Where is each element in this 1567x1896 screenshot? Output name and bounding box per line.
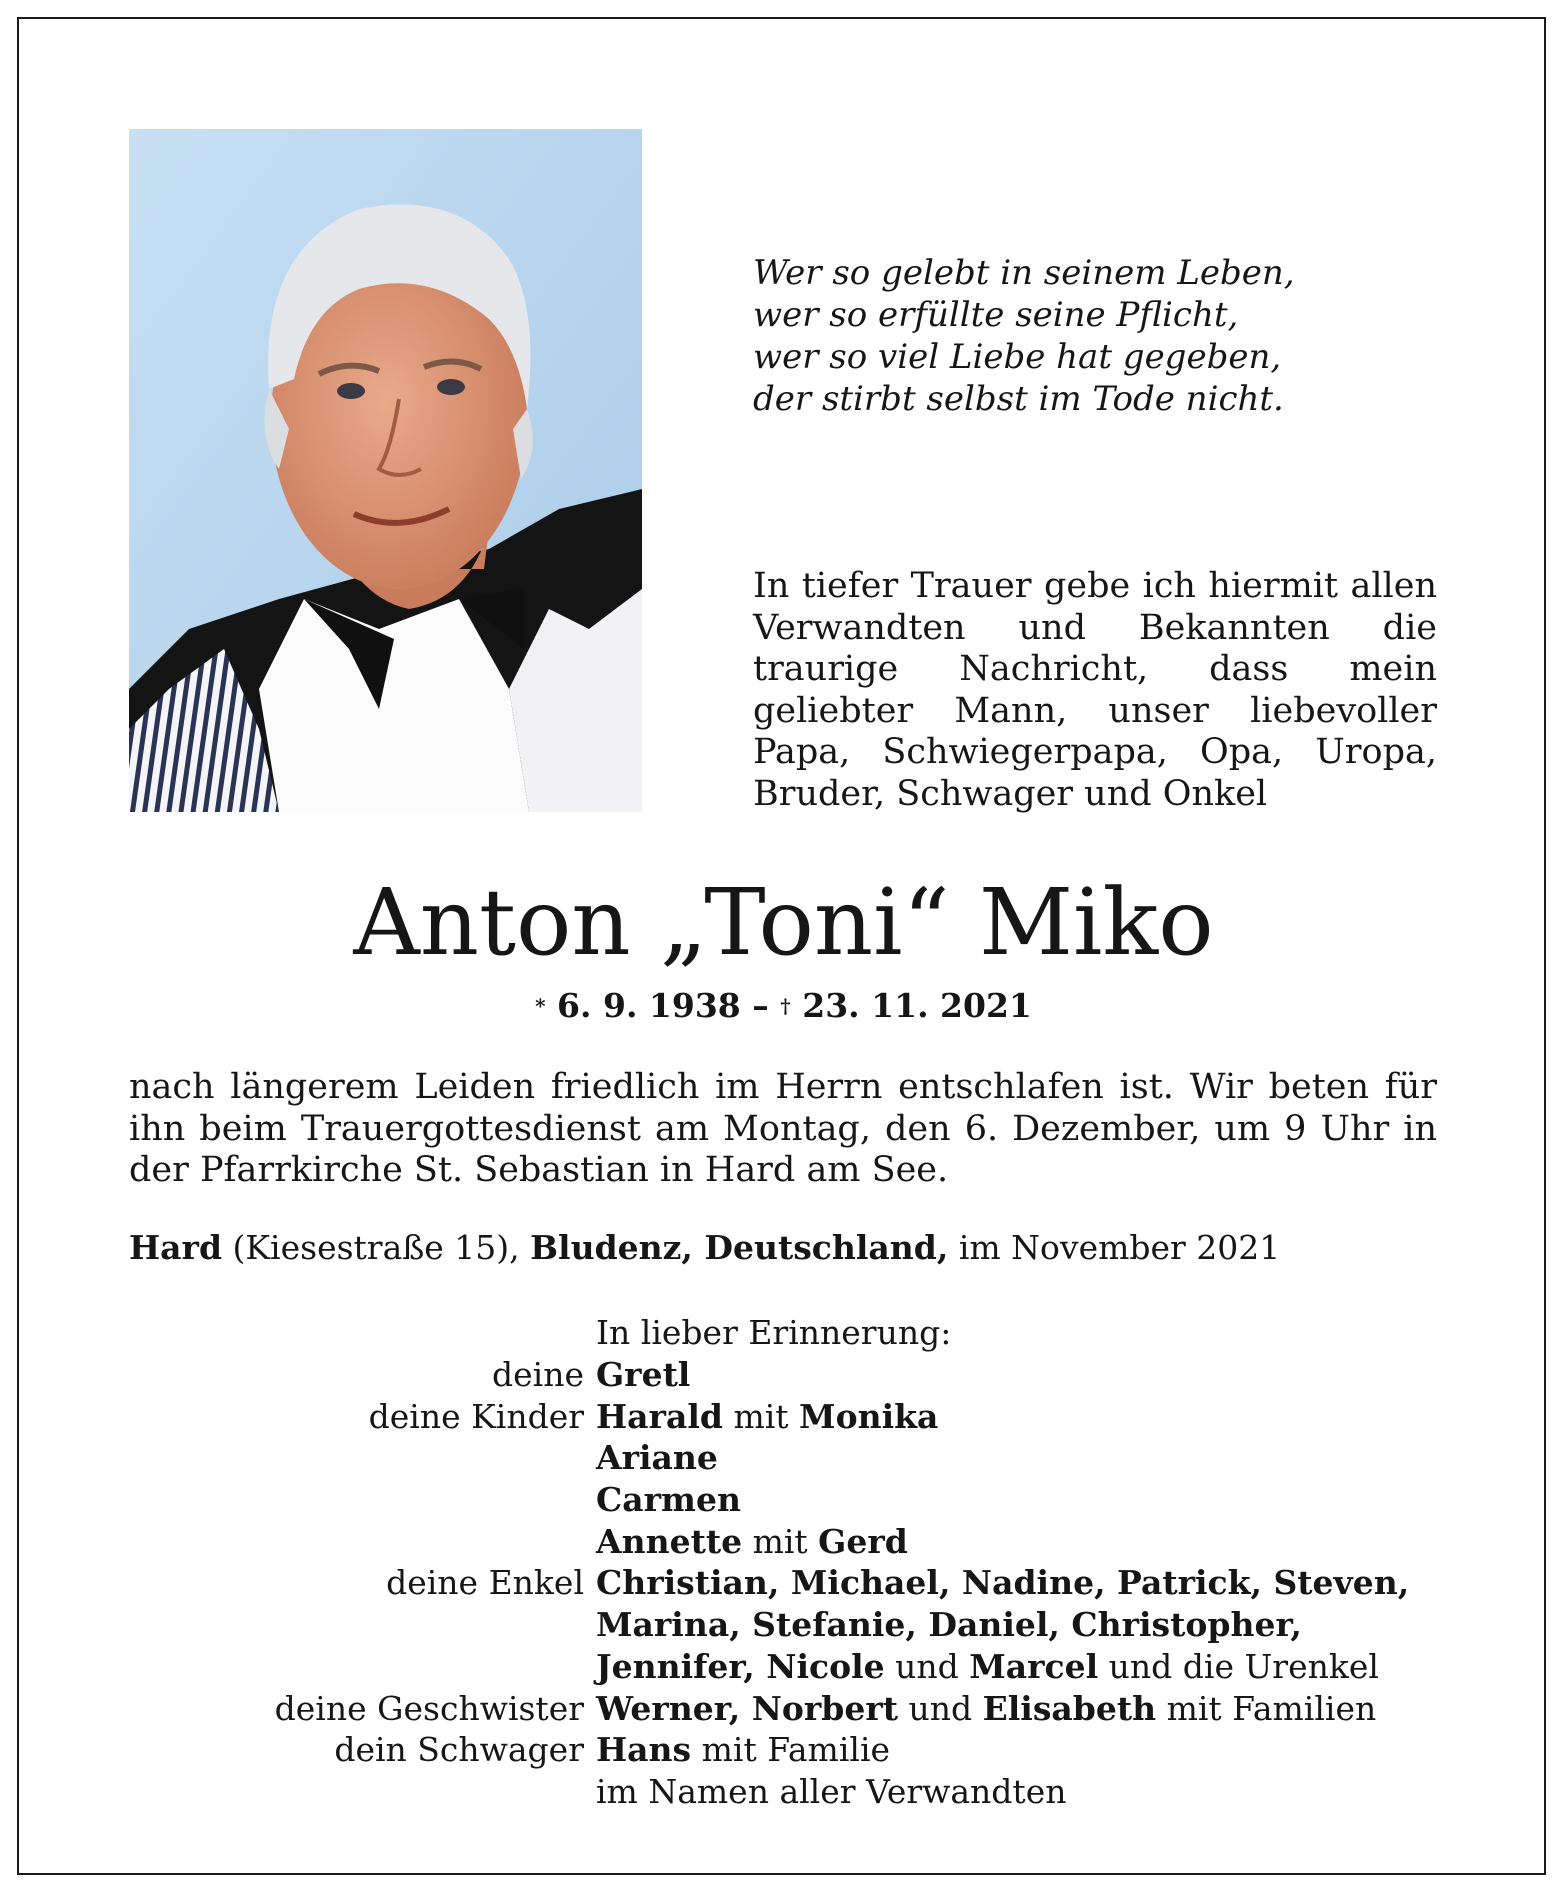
mourner-name: Gerd — [818, 1521, 908, 1561]
mourner-name: Werner, Norbert — [596, 1688, 898, 1728]
date-separator: – — [752, 986, 769, 1025]
mourner-name: Ariane — [596, 1438, 718, 1478]
mourner-row — [0, 1646, 1567, 1688]
mourner-names — [596, 1688, 1376, 1730]
mourner-names — [596, 1729, 890, 1771]
mourner-relation: deine — [492, 1355, 584, 1394]
verse-line: wer so viel Liebe hat gegeben, — [753, 337, 1282, 377]
mourner-names — [596, 1771, 1066, 1813]
mourner-name: Marina, Stefanie, Daniel, Christopher, — [596, 1605, 1302, 1645]
mourner-names — [596, 1521, 908, 1563]
mourner-name: Gretl — [596, 1355, 691, 1394]
mourner-row — [0, 1729, 1567, 1771]
mourner-name: Marcel — [969, 1646, 1099, 1686]
mourner-names — [596, 1604, 1302, 1646]
mourner-connector: und — [897, 1688, 983, 1728]
mourner-relation: deine Enkel — [386, 1563, 584, 1603]
mourner-names — [596, 1479, 741, 1521]
verse-line: Wer so gelebt in seinem Leben, — [753, 253, 1295, 293]
mourner-names — [596, 1646, 1379, 1688]
mourner-row — [0, 1562, 1567, 1604]
mourners-list — [0, 1354, 1567, 1813]
verse-line: wer so erfüllte seine Pflicht, — [753, 295, 1239, 335]
mourner-connector: und — [884, 1646, 970, 1686]
mourner-name: Monika — [799, 1396, 939, 1436]
mourner-connector: und die Urenkel — [1098, 1646, 1379, 1686]
service-announcement: nach längerem Leiden friedlich im Herrn entschlafen ist. Wir beten für ihn beim Trauergottesdienst am Montag, den 6. Dezember, um 9 Uhr in der Pfarrkirche St. Sebastian in Hard am See. — [129, 1067, 1437, 1190]
mourner-row — [0, 1396, 1567, 1438]
birth-symbol: * — [535, 994, 546, 1018]
mourner-connector: im Namen aller Verwandten — [596, 1771, 1067, 1811]
mourner-name: Carmen — [596, 1480, 741, 1520]
intro-text: In tiefer Trauer gebe ich hiermit allen Verwandten und Bekannten die traurige Nachricht, dass mein geliebter Mann, unser liebevoller Papa, Schwiegerpapa, Opa, Uropa, Bruder, Schwager und Onkel — [753, 566, 1437, 814]
mourner-name: Harald — [596, 1396, 723, 1436]
mourner-relation: deine Geschwister — [274, 1688, 584, 1728]
memorial-verse — [753, 252, 1473, 420]
deceased-name: Anton „Toni“ Miko — [353, 869, 1214, 976]
portrait-image — [129, 129, 642, 812]
death-symbol: † — [780, 994, 791, 1018]
mourner-connector: mit — [742, 1521, 819, 1561]
mourner-row — [0, 1354, 1567, 1396]
mourner-row — [0, 1688, 1567, 1730]
mourner-row — [0, 1604, 1567, 1646]
mourner-row — [0, 1771, 1567, 1813]
mourner-row — [0, 1521, 1567, 1563]
mourner-connector: mit — [722, 1396, 800, 1436]
mourner-names — [596, 1354, 690, 1396]
mourner-name: Elisabeth — [982, 1688, 1157, 1728]
mourner-connector: mit Familien — [1156, 1688, 1377, 1728]
mourner-name: Hans — [596, 1730, 692, 1770]
mourner-name: Annette — [596, 1521, 743, 1561]
mourner-names — [596, 1562, 1409, 1604]
mourner-relation: deine Kinder — [368, 1396, 584, 1436]
place-address: (Kiesestraße 15), — [222, 1228, 531, 1267]
mourner-names — [596, 1437, 718, 1479]
place-and-date — [129, 1227, 1459, 1269]
mourner-row — [0, 1479, 1567, 1521]
mourner-name: Jennifer, Nicole — [596, 1646, 885, 1686]
place-town: Hard — [129, 1228, 223, 1267]
memory-heading: In lieber Erinnerung: — [596, 1313, 952, 1352]
mourner-relation: dein Schwager — [334, 1730, 584, 1770]
place-others: Bludenz, Deutschland, — [530, 1228, 949, 1267]
life-dates — [0, 986, 1567, 1030]
death-date: 23. 11. 2021 — [802, 986, 1032, 1025]
mourner-names — [596, 1396, 938, 1438]
place-date: im November 2021 — [948, 1228, 1281, 1267]
mourner-name: Christian, Michael, Nadine, Patrick, Steven, — [596, 1563, 1410, 1603]
mourner-row — [0, 1437, 1567, 1479]
birth-date: 6. 9. 1938 — [557, 986, 741, 1025]
mourner-connector: mit Familie — [691, 1730, 891, 1770]
verse-line: der stirbt selbst im Tode nicht. — [753, 379, 1284, 419]
portrait-photo — [129, 129, 642, 812]
